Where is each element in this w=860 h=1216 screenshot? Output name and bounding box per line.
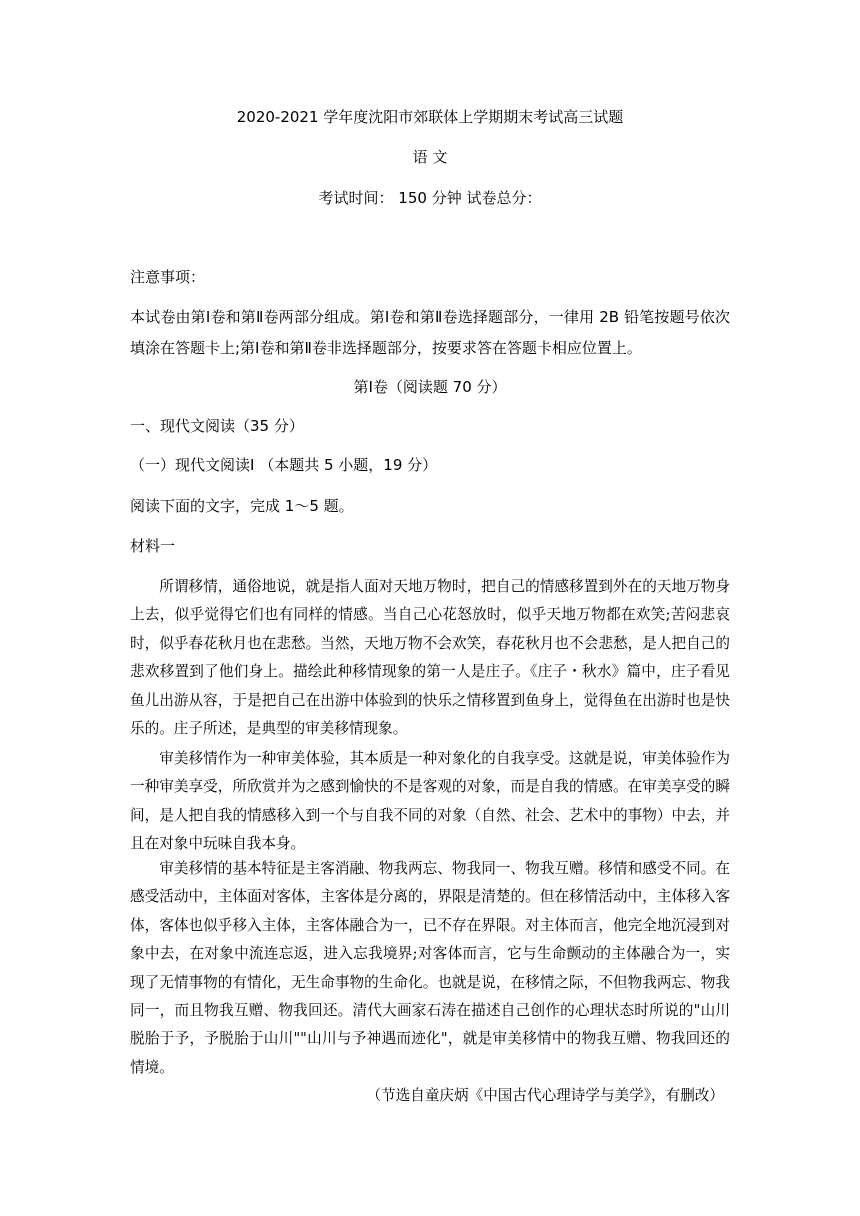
passage-source: （节选自童庆炳《中国古代心理诗学与美学》，有删改） [366,1087,724,1104]
notice-text: 本试卷由第Ⅰ卷和第Ⅱ卷两部分组成。第Ⅰ卷和第Ⅱ卷选择题部分，一律用 2B 铅笔按题号依次填涂在答题卡上;第Ⅰ卷和第Ⅱ卷非选择题部分，按要求答在答题卡相应位置上。 [130,308,730,357]
passage-paragraph-1: 所谓移情，通俗地说，就是指人面对天地万物时，把自己的情感移置到外在的天地万物身上去，似乎觉得它们也有同样的情感。当自己心花怒放时，似乎天地万物都在欢笑;苦闷悲哀时，似乎春花秋月也在悲愁。当然，天地万物不会欢笑，春花秋月也不会悲愁，是人把自己的悲欢移置到了他们身上。描绘此种移情现象的第一人是庄子。《庄子・秋水》篇中，庄子看见鱼儿出游从容，于是把自己在出游中体验到的快乐之情移置到鱼身上，觉得鱼在出游时也是快乐的。庄子所述，是典型的审美移情现象。 [130,578,730,738]
reading-instruction: 阅读下面的文字，完成 1～5 题。 [130,497,354,515]
exam-info: 考试时间： 150 分钟 试卷总分： [318,189,542,207]
part-title: 一、现代文阅读（35 分） [130,417,304,435]
subpart-title: （一）现代文阅读Ⅰ （本题共 5 小题，19 分） [130,456,438,474]
passage-paragraph-2: 审美移情作为一种审美体验，其本质是一种对象化的自我享受。这就是说，审美体验作为一种审美享受，所欣赏并为之感到愉快的不是客观的对象，而是自我的情感。在审美享受的瞬间，是人把自我的情感移入到一个与自我不同的对象（自然、社会、艺术中的事物）中去，并且在对象中玩味自我本身。 [130,750,730,853]
exam-title: 2020-2021 学年度沈阳市郊联体上学期期末考试高三试题 [236,108,624,126]
subject-title: 语 文 [412,148,448,166]
passage-paragraph-3: 审美移情的基本特征是主客消融、物我两忘、物我同一、物我互赠。移情和感受不同。在感受活动中，主体面对客体，主客体是分离的，界限是清楚的。但在移情活动中，主体移入客体，客体也似乎移入主体，主客体融合为一，已不存在界限。对主体而言，他完全地沉浸到对象中去，在对象中流连忘返，进入忘我境界;对客体而言，它与生命颤动的主体融合为一，实现了无情事物的有情化，无生命事物的生命化。也就是说，在移情之际，不但物我两忘、物我同一，而且物我互赠、物我回还。清代大画家石涛在描述自己创作的心理状态时所说的"山川脱胎于予，予脱胎于山川""山川与予神遇而迹化"，就是审美移情中的物我互赠、物我回还的情境。 [130,860,730,1076]
volume-title: 第Ⅰ卷（阅读题 70 分） [353,378,507,396]
notice-heading: 注意事项： [130,268,206,286]
material-label: 材料一 [130,537,176,555]
